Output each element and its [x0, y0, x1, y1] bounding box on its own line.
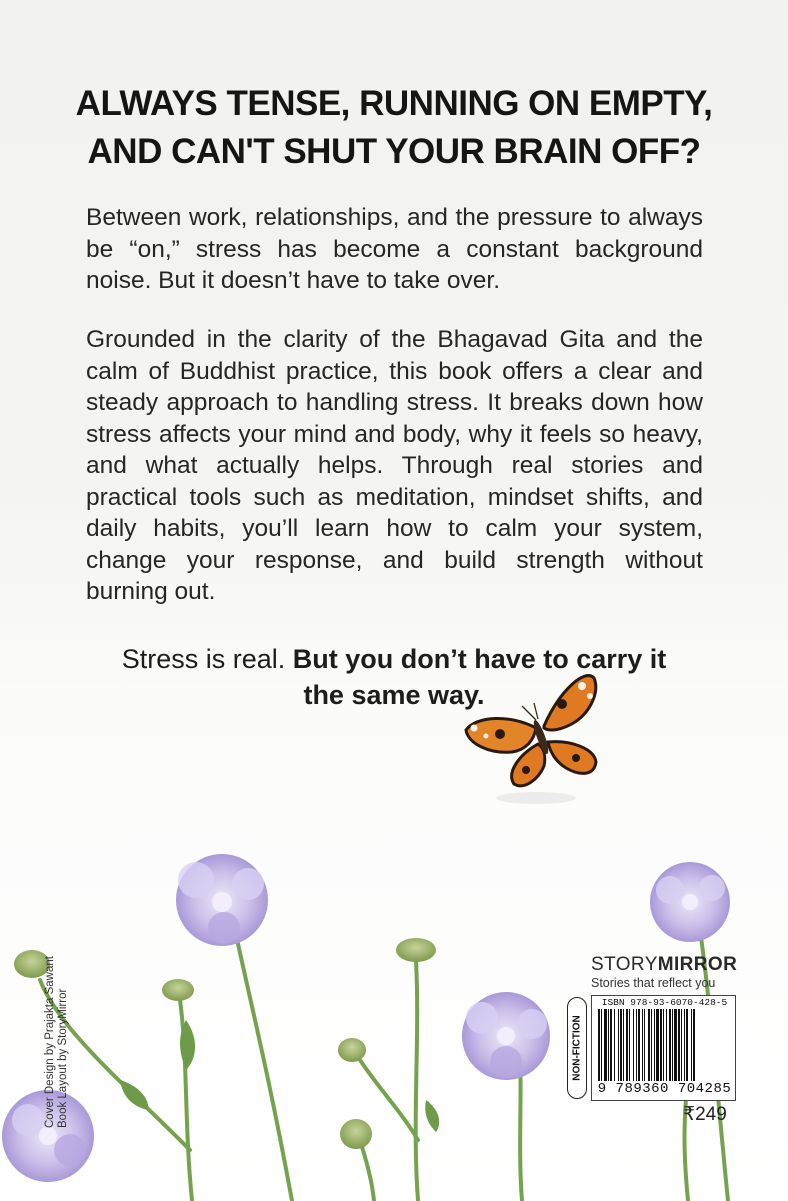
butterfly-illustration — [466, 676, 596, 804]
barcode-bar — [663, 1009, 664, 1081]
flower-right — [650, 862, 730, 942]
genre-label: NON-FICTION — [571, 1015, 583, 1081]
barcode-bar — [638, 1009, 640, 1081]
barcode-bar — [693, 1009, 695, 1081]
barcode-bar — [608, 1009, 609, 1081]
isbn-bottom-text: 9 789360 704285 — [597, 1081, 732, 1097]
barcode-bar — [604, 1009, 607, 1081]
barcode-bar — [674, 1009, 677, 1081]
barcode-bar — [620, 1009, 622, 1081]
flower-middle — [462, 992, 550, 1080]
publisher-name — [591, 954, 741, 976]
barcode-bar — [601, 1009, 602, 1081]
barcode-bar — [691, 1009, 692, 1081]
design-credits — [44, 956, 70, 1128]
blurb-paragraph-1: Between work, relationships, and the pressure to always be “on,” stress has become a constant background noise. But it doesn’t have to take over. — [86, 204, 703, 294]
barcode-bar — [672, 1009, 673, 1081]
tagline-regular: Stress is real. — [121, 644, 293, 674]
genre-badge — [567, 997, 587, 1099]
barcode-bar — [598, 1009, 600, 1081]
barcode-bar — [629, 1009, 630, 1081]
price-label: ₹249 — [683, 1104, 727, 1125]
barcode-bar — [666, 1009, 667, 1081]
leaves — [120, 1020, 439, 1132]
barcode — [598, 1009, 731, 1081]
publisher-name-bold: MIRROR — [657, 954, 738, 975]
barcode-bar — [678, 1009, 680, 1081]
heading-line-2: AND CAN'T SHUT YOUR BRAIN OFF? — [87, 132, 701, 171]
barcode-bar — [623, 1009, 624, 1081]
publisher-logo — [591, 954, 741, 991]
barcode-bar — [684, 1009, 685, 1081]
isbn-barcode-panel — [591, 995, 736, 1101]
barcode-bar — [660, 1009, 662, 1081]
barcode-bar — [651, 1009, 652, 1081]
barcode-bar — [642, 1009, 643, 1081]
barcode-bar — [644, 1009, 645, 1081]
barcode-bar — [656, 1009, 659, 1081]
barcode-bar — [626, 1009, 628, 1081]
credit-cover-design: Cover Design by Prajakta Sawant — [44, 956, 56, 1128]
barcode-bar — [610, 1009, 612, 1081]
barcode-bar — [654, 1009, 655, 1081]
barcode-bar — [618, 1009, 619, 1081]
publisher-name-regular: STORY — [591, 954, 658, 975]
barcode-bar — [633, 1009, 634, 1081]
barcode-bar — [648, 1009, 650, 1081]
blurb-paragraph-2: Grounded in the clarity of the Bhagavad Gita and the calm of Buddhist practice, this book offers a clear and steady approach to handling stress. It breaks down how stress affects your mind and body, why it feels so heavy, and what actually helps. Through real stories and practical tools such as meditation, mindset shifts, and daily habits, you’ll learn how to calm your system, change your response, and build strength without burning out. — [86, 326, 703, 605]
barcode-bar — [681, 1009, 682, 1081]
barcode-bar — [669, 1009, 671, 1081]
isbn-top-text: ISBN 978-93-6070-428-5 — [601, 997, 728, 1008]
credit-book-layout: Book Layout by StoryMirror — [57, 988, 69, 1128]
tagline-bold-1: But you don’t have to carry it — [292, 644, 667, 674]
flower-top-left — [176, 854, 268, 946]
barcode-bar — [614, 1009, 615, 1081]
barcode-bar — [636, 1009, 637, 1081]
tagline-line-2: the same way. — [303, 680, 485, 710]
heading-line-1: ALWAYS TENSE, RUNNING ON EMPTY, — [75, 84, 713, 123]
publisher-slogan: Stories that reflect you — [591, 976, 716, 990]
barcode-bar — [686, 1009, 688, 1081]
